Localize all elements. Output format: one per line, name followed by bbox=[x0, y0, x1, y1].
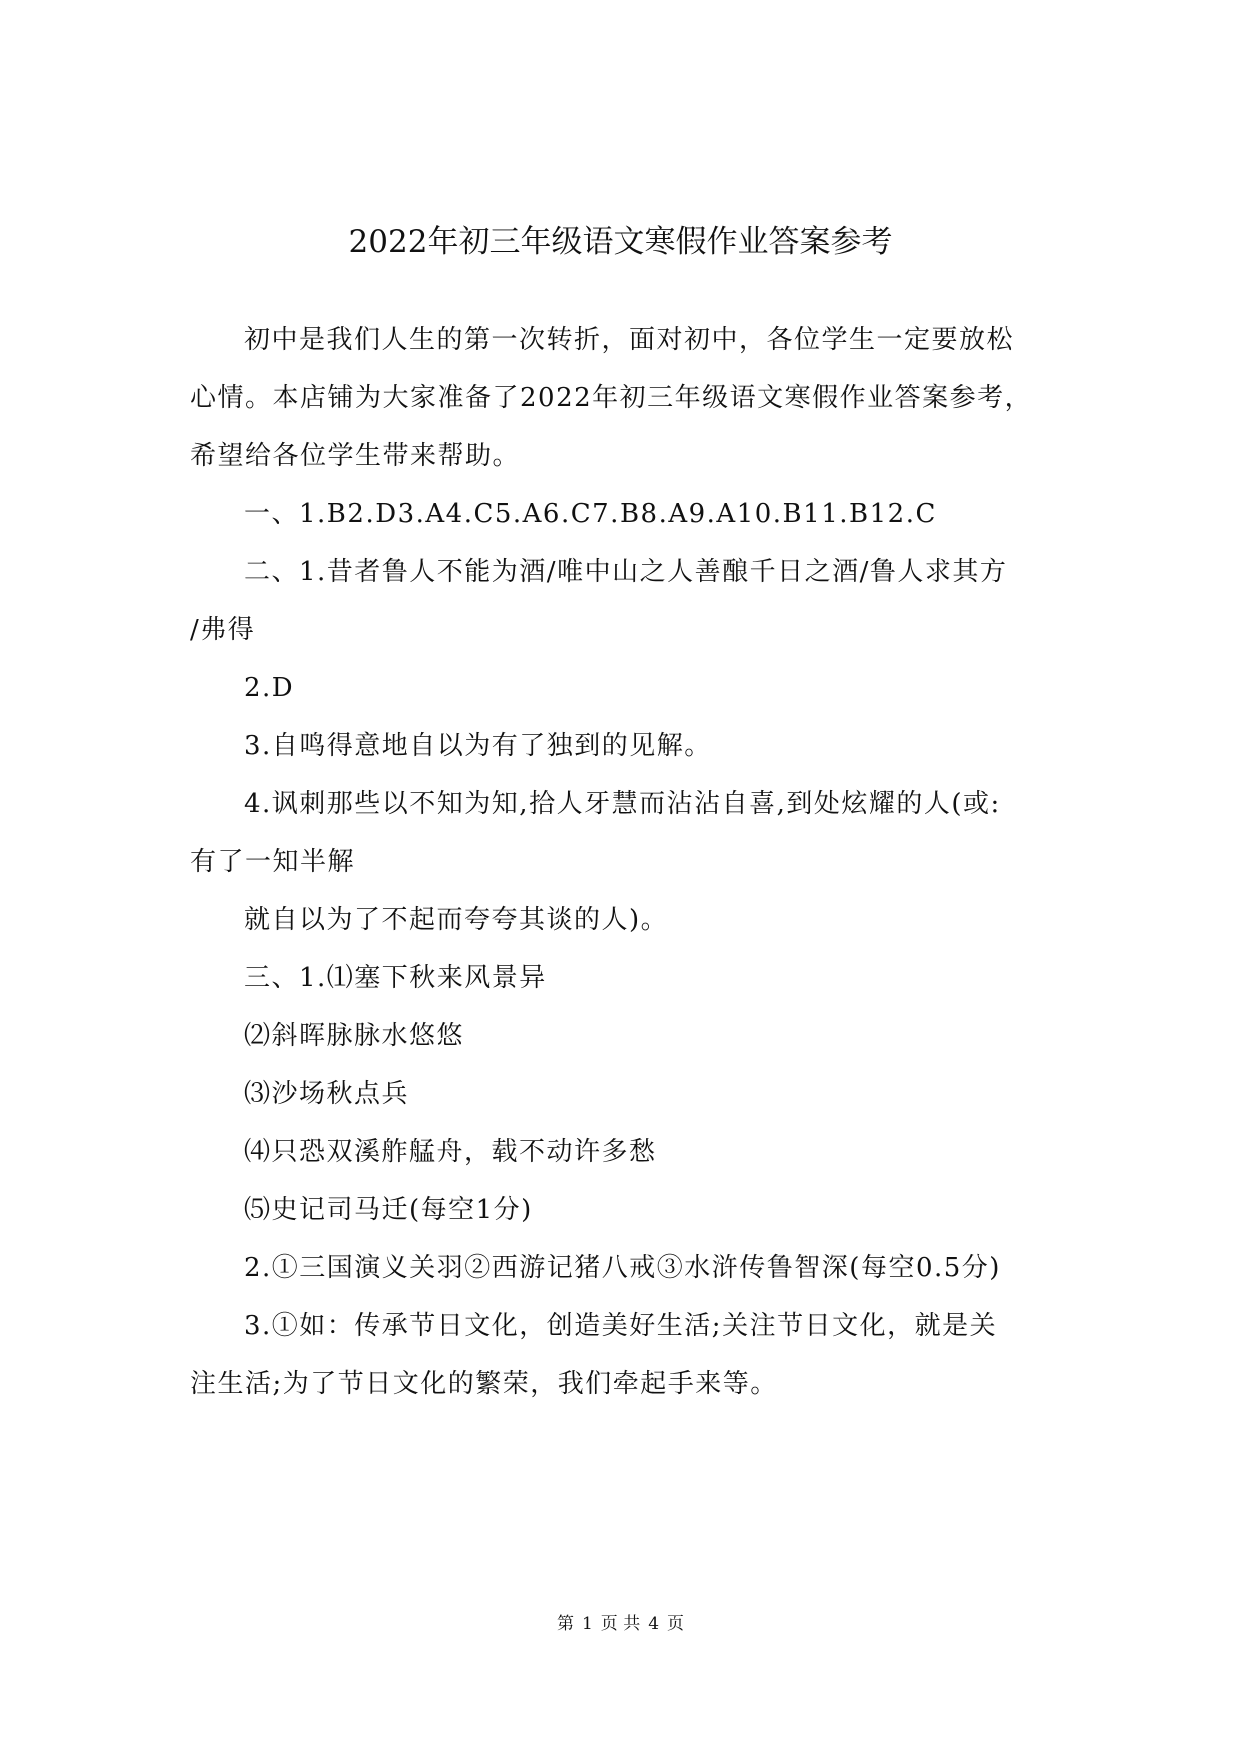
page-footer bbox=[0, 1612, 1241, 1636]
footer-total-pages: 4 bbox=[648, 1614, 660, 1634]
paragraph-line: ⑶沙场秋点兵 bbox=[244, 1079, 410, 1109]
paragraph-line: 注生活;为了节日文化的繁荣，我们牵起手来等。 bbox=[190, 1369, 778, 1399]
paragraph-line: 3.①如：传承节日文化，创造美好生活;关注节日文化，就是关 bbox=[244, 1311, 998, 1341]
document-title: 2022年初三年级语文寒假作业答案参考 bbox=[348, 224, 893, 260]
paragraph-line: 一、1.B2.D3.A4.C5.A6.C7.B8.A9.A10.B11.B12.C bbox=[244, 499, 937, 529]
paragraph-line: 希望给各位学生带来帮助。 bbox=[190, 441, 521, 471]
paragraph-line: ⑵斜晖脉脉水悠悠 bbox=[244, 1021, 465, 1051]
paragraph-line: 2.①三国演义关羽②西游记猪八戒③水浒传鲁智深(每空0.5分) bbox=[244, 1253, 1001, 1283]
footer-suffix: 页 bbox=[667, 1614, 685, 1634]
footer-middle: 页 共 bbox=[600, 1614, 641, 1634]
paragraph-line: 二、1.昔者鲁人不能为酒/唯中山之人善酿千日之酒/鲁人求其方 bbox=[244, 557, 1008, 587]
paragraph-line: 2.D bbox=[244, 673, 295, 703]
paragraph-line: 心情。本店铺为大家准备了2022年初三年级语文寒假作业答案参考， bbox=[190, 383, 1033, 413]
paragraph-line: 初中是我们人生的第一次转折，面对初中，各位学生一定要放松 bbox=[244, 325, 1015, 355]
footer-page-number: 1 bbox=[581, 1614, 593, 1634]
footer-prefix: 第 bbox=[556, 1614, 574, 1634]
paragraph-line: ⑸史记司马迁(每空1分) bbox=[244, 1195, 533, 1225]
paragraph-line: /弗得 bbox=[190, 615, 256, 645]
paragraph-line: 三、1.⑴塞下秋来风景异 bbox=[244, 963, 547, 993]
paragraph-line: ⑷只恐双溪舴艋舟，载不动许多愁 bbox=[244, 1137, 657, 1167]
paragraph-line: 有了一知半解 bbox=[190, 847, 356, 877]
paragraph-line: 就自以为了不起而夸夸其谈的人)。 bbox=[244, 905, 669, 935]
paragraph-line: 4.讽刺那些以不知为知,拾人牙慧而沾沾自喜,到处炫耀的人(或: bbox=[244, 789, 1001, 819]
paragraph-line: 3.自鸣得意地自以为有了独到的见解。 bbox=[244, 731, 712, 761]
